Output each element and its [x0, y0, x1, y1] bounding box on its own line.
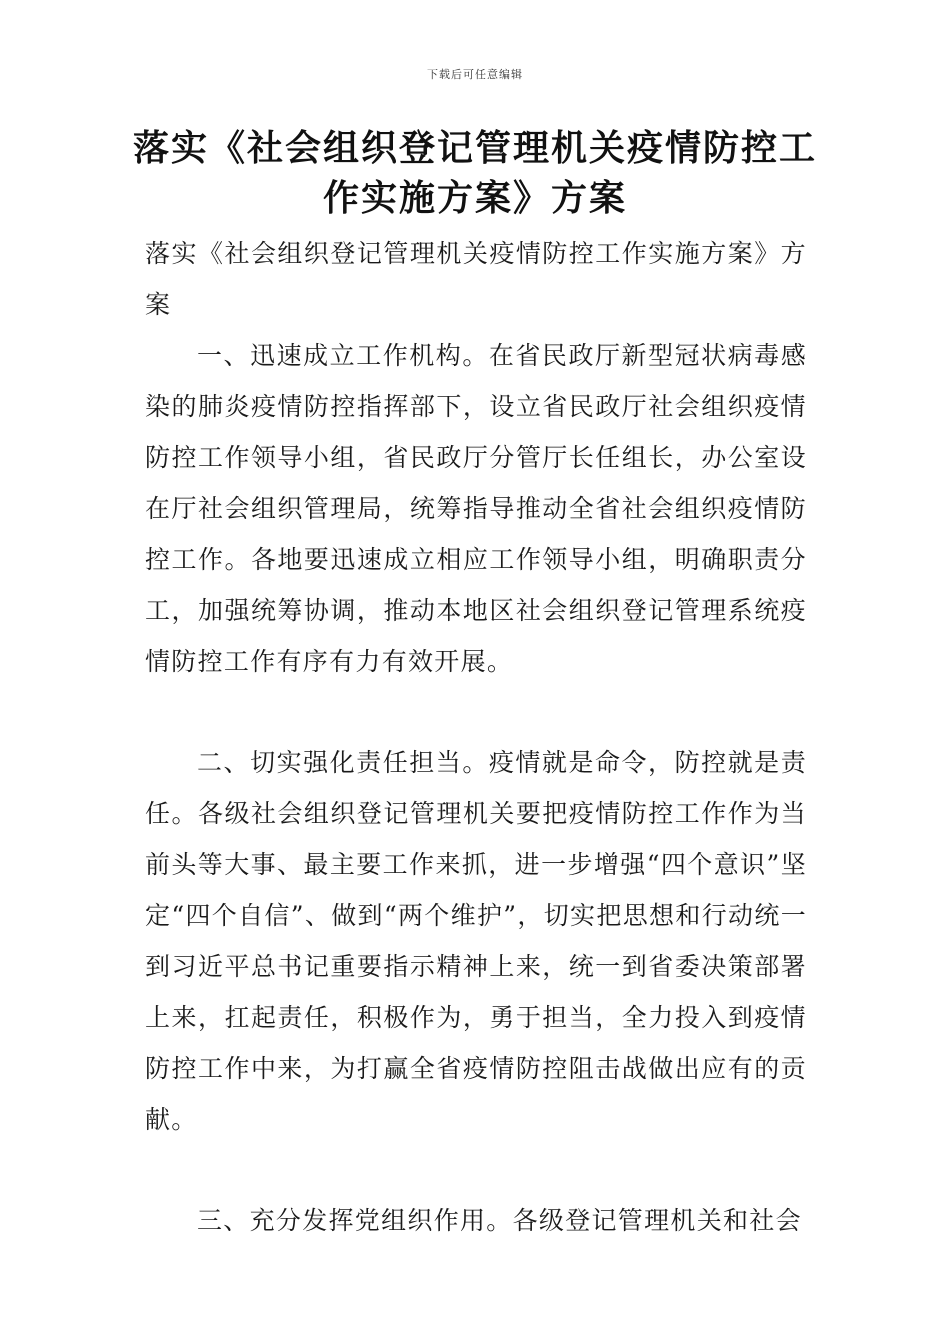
paragraph-2: 二、切实强化责任担当。疫情就是命令，防控就是责任。各级社会组织登记管理机关要把疫情防控工作作为当前头等大事、最主要工作来抓，进一步增强“四个意识”坚定“四个自信”、做到“两个维护”，切实把思想和行动统一到习近平总书记重要指示精神上来，统一到省委决策部署上来，扛起责任，积极作为，勇于担当，全力投入到疫情防控工作中来，为打赢全省疫情防控阻击战做出应有的贡献。: [145, 748, 807, 1134]
paragraph-3: 三、充分发挥党组织作用。各级登记管理机关和社会: [197, 1206, 802, 1235]
document-subtitle-line: 落实《社会组织登记管理机关疫情防控工作实施方案》方案: [145, 239, 807, 319]
paragraph-spacer: [145, 1145, 807, 1195]
document-title: 落实《社会组织登记管理机关疫情防控工作实施方案》方案: [132, 128, 817, 219]
header-note: 下载后可任意编辑: [427, 68, 523, 81]
paragraph-spacer: [145, 687, 807, 737]
paragraph-1: 一、迅速成立工作机构。在省民政厅新型冠状病毒感染的肺炎疫情防控指挥部下，设立省民政厅社会组织疫情防控工作领导小组，省民政厅分管厅长任组长，办公室设在厅社会组织管理局，统筹指导推动全省社会组织疫情防控工作。各地要迅速成立相应工作领导小组，明确职责分工，加强统筹协调，推动本地区社会组织登记管理系统疫情防控工作有序有力有效开展。: [145, 341, 807, 676]
document-body: [145, 228, 807, 1246]
